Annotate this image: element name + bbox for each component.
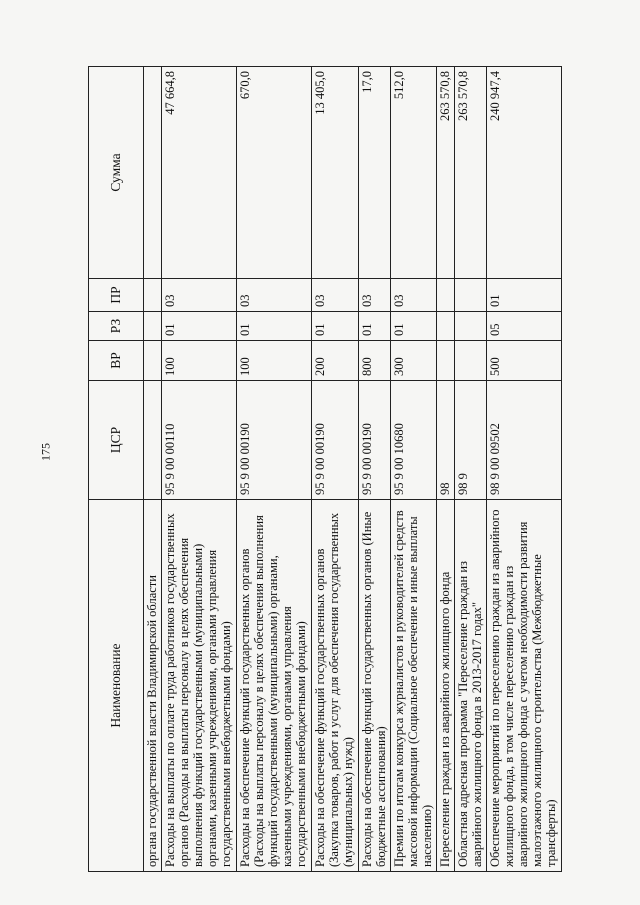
table-row: [437, 67, 455, 872]
cell-pr: 03: [236, 279, 311, 312]
cell-rz: 01: [390, 312, 436, 341]
cell-sum: 263 570,8: [454, 67, 486, 279]
cell-csr: 95 9 00 00190: [236, 381, 311, 500]
header-name: Наименование: [89, 500, 144, 872]
header-pr: ПР: [89, 279, 144, 312]
cell-csr: 98: [437, 381, 455, 500]
cell-rz: 01: [312, 312, 358, 341]
cell-sum: 512,0: [390, 67, 436, 279]
cell-rz: 05: [486, 312, 561, 341]
header-vr: ВР: [89, 341, 144, 381]
table-row: [486, 67, 561, 872]
cell-vr: 800: [358, 341, 390, 381]
cell-csr: 95 9 00 10680: [390, 381, 436, 500]
table-header-row: [89, 67, 144, 872]
table-row: [312, 67, 358, 872]
cell-pr: 03: [390, 279, 436, 312]
table-row: [358, 67, 390, 872]
cell-sum: 263 570,8: [437, 67, 455, 279]
cell-sum: [144, 67, 162, 279]
cell-rz: [437, 312, 455, 341]
cell-name: Расходы на выплаты по оплате труда работников государственных органов (Расходы на выплаты персоналу в целях обеспечения выполнения функций государственными (муниципальными) органами, казенными учреждениями, органами управления государственными внебюджетными фондами): [161, 500, 236, 872]
cell-vr: [144, 341, 162, 381]
cell-pr: [144, 279, 162, 312]
cell-sum: 13 405,0: [312, 67, 358, 279]
cell-vr: 300: [390, 341, 436, 381]
cell-pr: 03: [358, 279, 390, 312]
cell-name: Премии по итогам конкурса журналистов и руководителей средств массовой информации (Социальное обеспечение и иные выплаты населению): [390, 500, 436, 872]
cell-vr: 200: [312, 341, 358, 381]
cell-pr: 03: [161, 279, 236, 312]
cell-name: Переселение граждан из аварийного жилищного фонда: [437, 500, 455, 872]
cell-sum: 240 947,4: [486, 67, 561, 279]
table-row: [454, 67, 486, 872]
table-row: [144, 67, 162, 872]
cell-pr: [437, 279, 455, 312]
cell-csr: [144, 381, 162, 500]
cell-sum: 47 664,8: [161, 67, 236, 279]
page-number: 175: [38, 443, 53, 461]
cell-vr: 100: [236, 341, 311, 381]
table-row: [390, 67, 436, 872]
table-row: [161, 67, 236, 872]
cell-sum: 17,0: [358, 67, 390, 279]
header-rz: РЗ: [89, 312, 144, 341]
cell-vr: [454, 341, 486, 381]
cell-name: Областная адресная программа "Переселение граждан из аварийного жилищного фонда в 2013-2017 годах": [454, 500, 486, 872]
cell-vr: [437, 341, 455, 381]
cell-name: Расходы на обеспечение функций государственных органов (Иные бюджетные ассигнования): [358, 500, 390, 872]
cell-pr: 03: [312, 279, 358, 312]
cell-csr: 95 9 00 00190: [312, 381, 358, 500]
cell-vr: 100: [161, 341, 236, 381]
cell-rz: 01: [236, 312, 311, 341]
cell-vr: 500: [486, 341, 561, 381]
header-sum: Сумма: [89, 67, 144, 279]
table-row: [236, 67, 311, 872]
cell-pr: [454, 279, 486, 312]
cell-rz: [144, 312, 162, 341]
header-csr: ЦСР: [89, 381, 144, 500]
rotated-page-content: [88, 67, 562, 872]
cell-pr: 01: [486, 279, 561, 312]
cell-name: Расходы на обеспечение функций государственных органов (Закупка товаров, работ и услуг для обеспечения государственных (муниципальных) нужд): [312, 500, 358, 872]
cell-name: Обеспечение мероприятий по переселению граждан из аварийного жилищного фонда, в том числе переселению граждан из аварийного жилищного фонда с учетом необходимости развития малоэтажного жилищного строительства (Межбюджетные трансферты): [486, 500, 561, 872]
cell-name: Расходы на обеспечение функций государственных органов (Расходы на выплаты персоналу в целях обеспечения выполнения функций государственными (муниципальными) органами, казенными учреждениями, органами управления государственными внебюджетными фондами): [236, 500, 311, 872]
cell-csr: 98 9: [454, 381, 486, 500]
cell-sum: 670,0: [236, 67, 311, 279]
cell-csr: 95 9 00 00190: [358, 381, 390, 500]
budget-table: [88, 66, 562, 872]
cell-rz: 01: [358, 312, 390, 341]
cell-csr: 98 9 00 09502: [486, 381, 561, 500]
cell-name: органа государственной власти Владимирской области: [144, 500, 162, 872]
cell-rz: 01: [161, 312, 236, 341]
cell-rz: [454, 312, 486, 341]
cell-csr: 95 9 00 00110: [161, 381, 236, 500]
